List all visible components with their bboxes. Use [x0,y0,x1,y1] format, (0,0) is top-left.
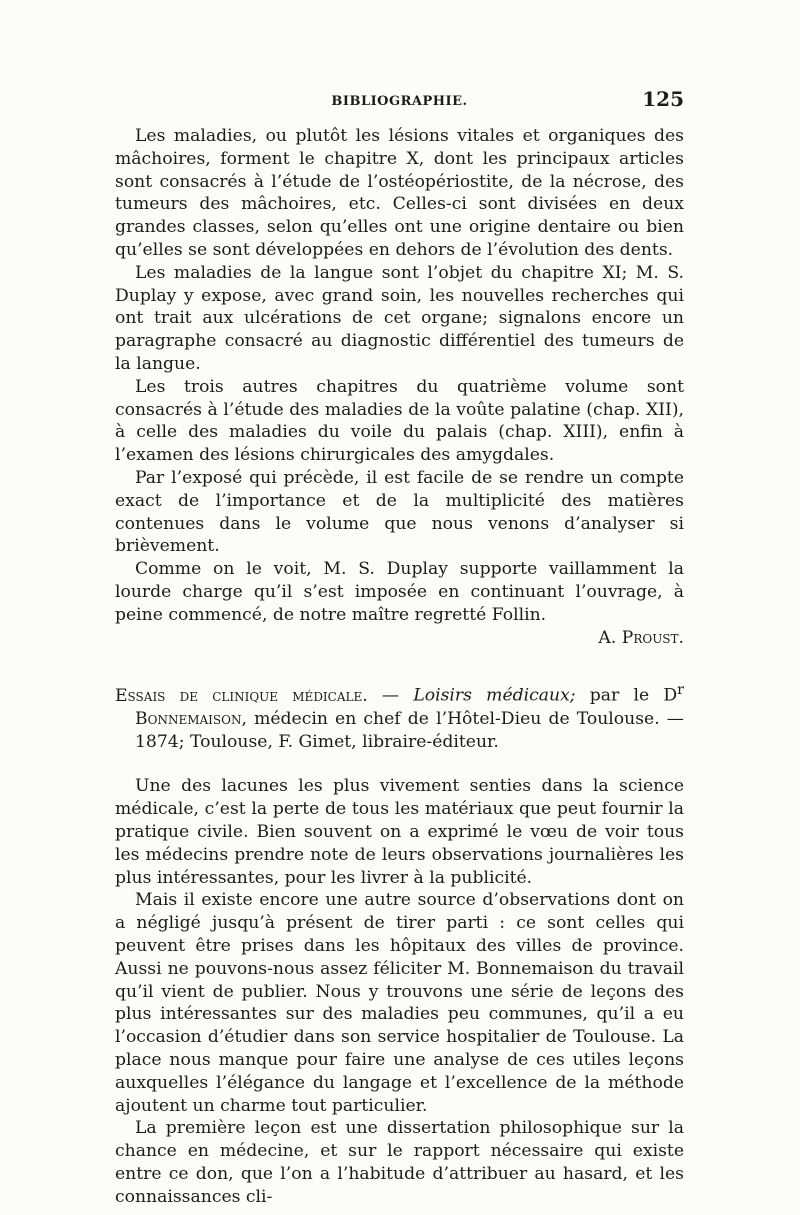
bibliographic-entry [115,679,684,753]
paragraph: Les maladies, ou plutôt les lésions vitales et organiques des mâchoires, forment le chapitre X, dont les principaux articles sont consacrés à l’étude de l’ostéopériostite, de la nécrose, des tumeurs des mâchoires, etc. Celles-ci sont divisées en deux grandes classes, selon qu’elles ont une origine dentaire ou bien qu’elles se sont développées en dehors de l’évolution des dents. [115,126,684,260]
paragraph: Par l’exposé qui précède, il est facile de se rendre un compte exact de l’importance et de la multiplicité des matières contenues dans le volume que nous venons d’analyser si brièvement. [115,467,684,557]
running-title: BIBLIOGRAPHIE. [331,94,468,109]
paragraph: Les maladies de la langue sont l’objet du chapitre XI; M. S. Duplay y expose, avec grand soin, les nouvelles recherches qui ont trait aux ulcérations de cet organe; signalons encore un paragraphe consacré au diagnostic différentiel des tumeurs de la langue. [115,262,684,374]
closing-paragraph: Comme on le voit, M. S. Duplay supporte vaillamment la lourde charge qu’il s’est imposée en continuant l’ouvrage, à peine commencé, de notre maître regretté Follin. [115,559,684,625]
page-number: 125 [642,87,684,111]
page-body [115,125,684,1209]
review-paragraph: La première leçon est une dissertation philosophique sur la chance en médecine, et sur le rapport nécessaire qui existe entre ce don, que l’on a l’habitude d’attribuer au hasard, et les connaissances cli- [115,1118,684,1207]
review-paragraph: Une des lacunes les plus vivement senties dans la science médicale, c’est la perte de tous les matériaux que peut fournir la pratique civile. Bien souvent on a exprimé le vœu de voir tous les médecins prendre note de leurs observations journalières les plus intéressantes, pour les livrer à la publicité. [115,776,684,888]
signature: A. Proust. [598,627,684,648]
signature-line [115,627,684,650]
entry-title: Essais de clinique médicale. [115,686,368,707]
review-paragraph: Mais il existe encore une autre source d’observations dont on a négligé jusqu’à présent de tirer parti : ce sont celles qui peuvent être prises dans les hôpitaux des villes de province. Aussi ne pouvons-nous assez féliciter M. Bonnemaison du travail qu’il vient de publier. Nous y trouvons une série de leçons des plus intéressantes sur des maladies peu communes, qu’il a eu l’occasion d’étudier dans son service hospitalier de Toulouse. La place nous manque pour faire une analyse de ces utiles leçons auxquelles l’élégance du langage et l’excellence de la méthode ajoutent un charme tout particulier. [115,890,684,1116]
paragraph: Les trois autres chapitres du quatrième volume sont consacrés à l’étude des maladies de la voûte palatine (chap. XII), à celle des maladies du voile du palais (chap. XIII), enfin à l’examen des lésions chirurgicales des amygdales. [115,376,684,466]
entry-dr-sup: r [677,682,684,699]
entry-rest: , médecin en chef de l’Hôtel-Dieu de Toulouse. — 1874; Toulouse, F. Gimet, libraire-éditeur. [135,708,684,752]
entry-subtitle: Loisirs médicaux; [413,686,576,707]
entry-by: par le D [575,686,678,707]
entry-dash: — [367,686,414,707]
entry-author: Bonnemaison [135,708,242,729]
